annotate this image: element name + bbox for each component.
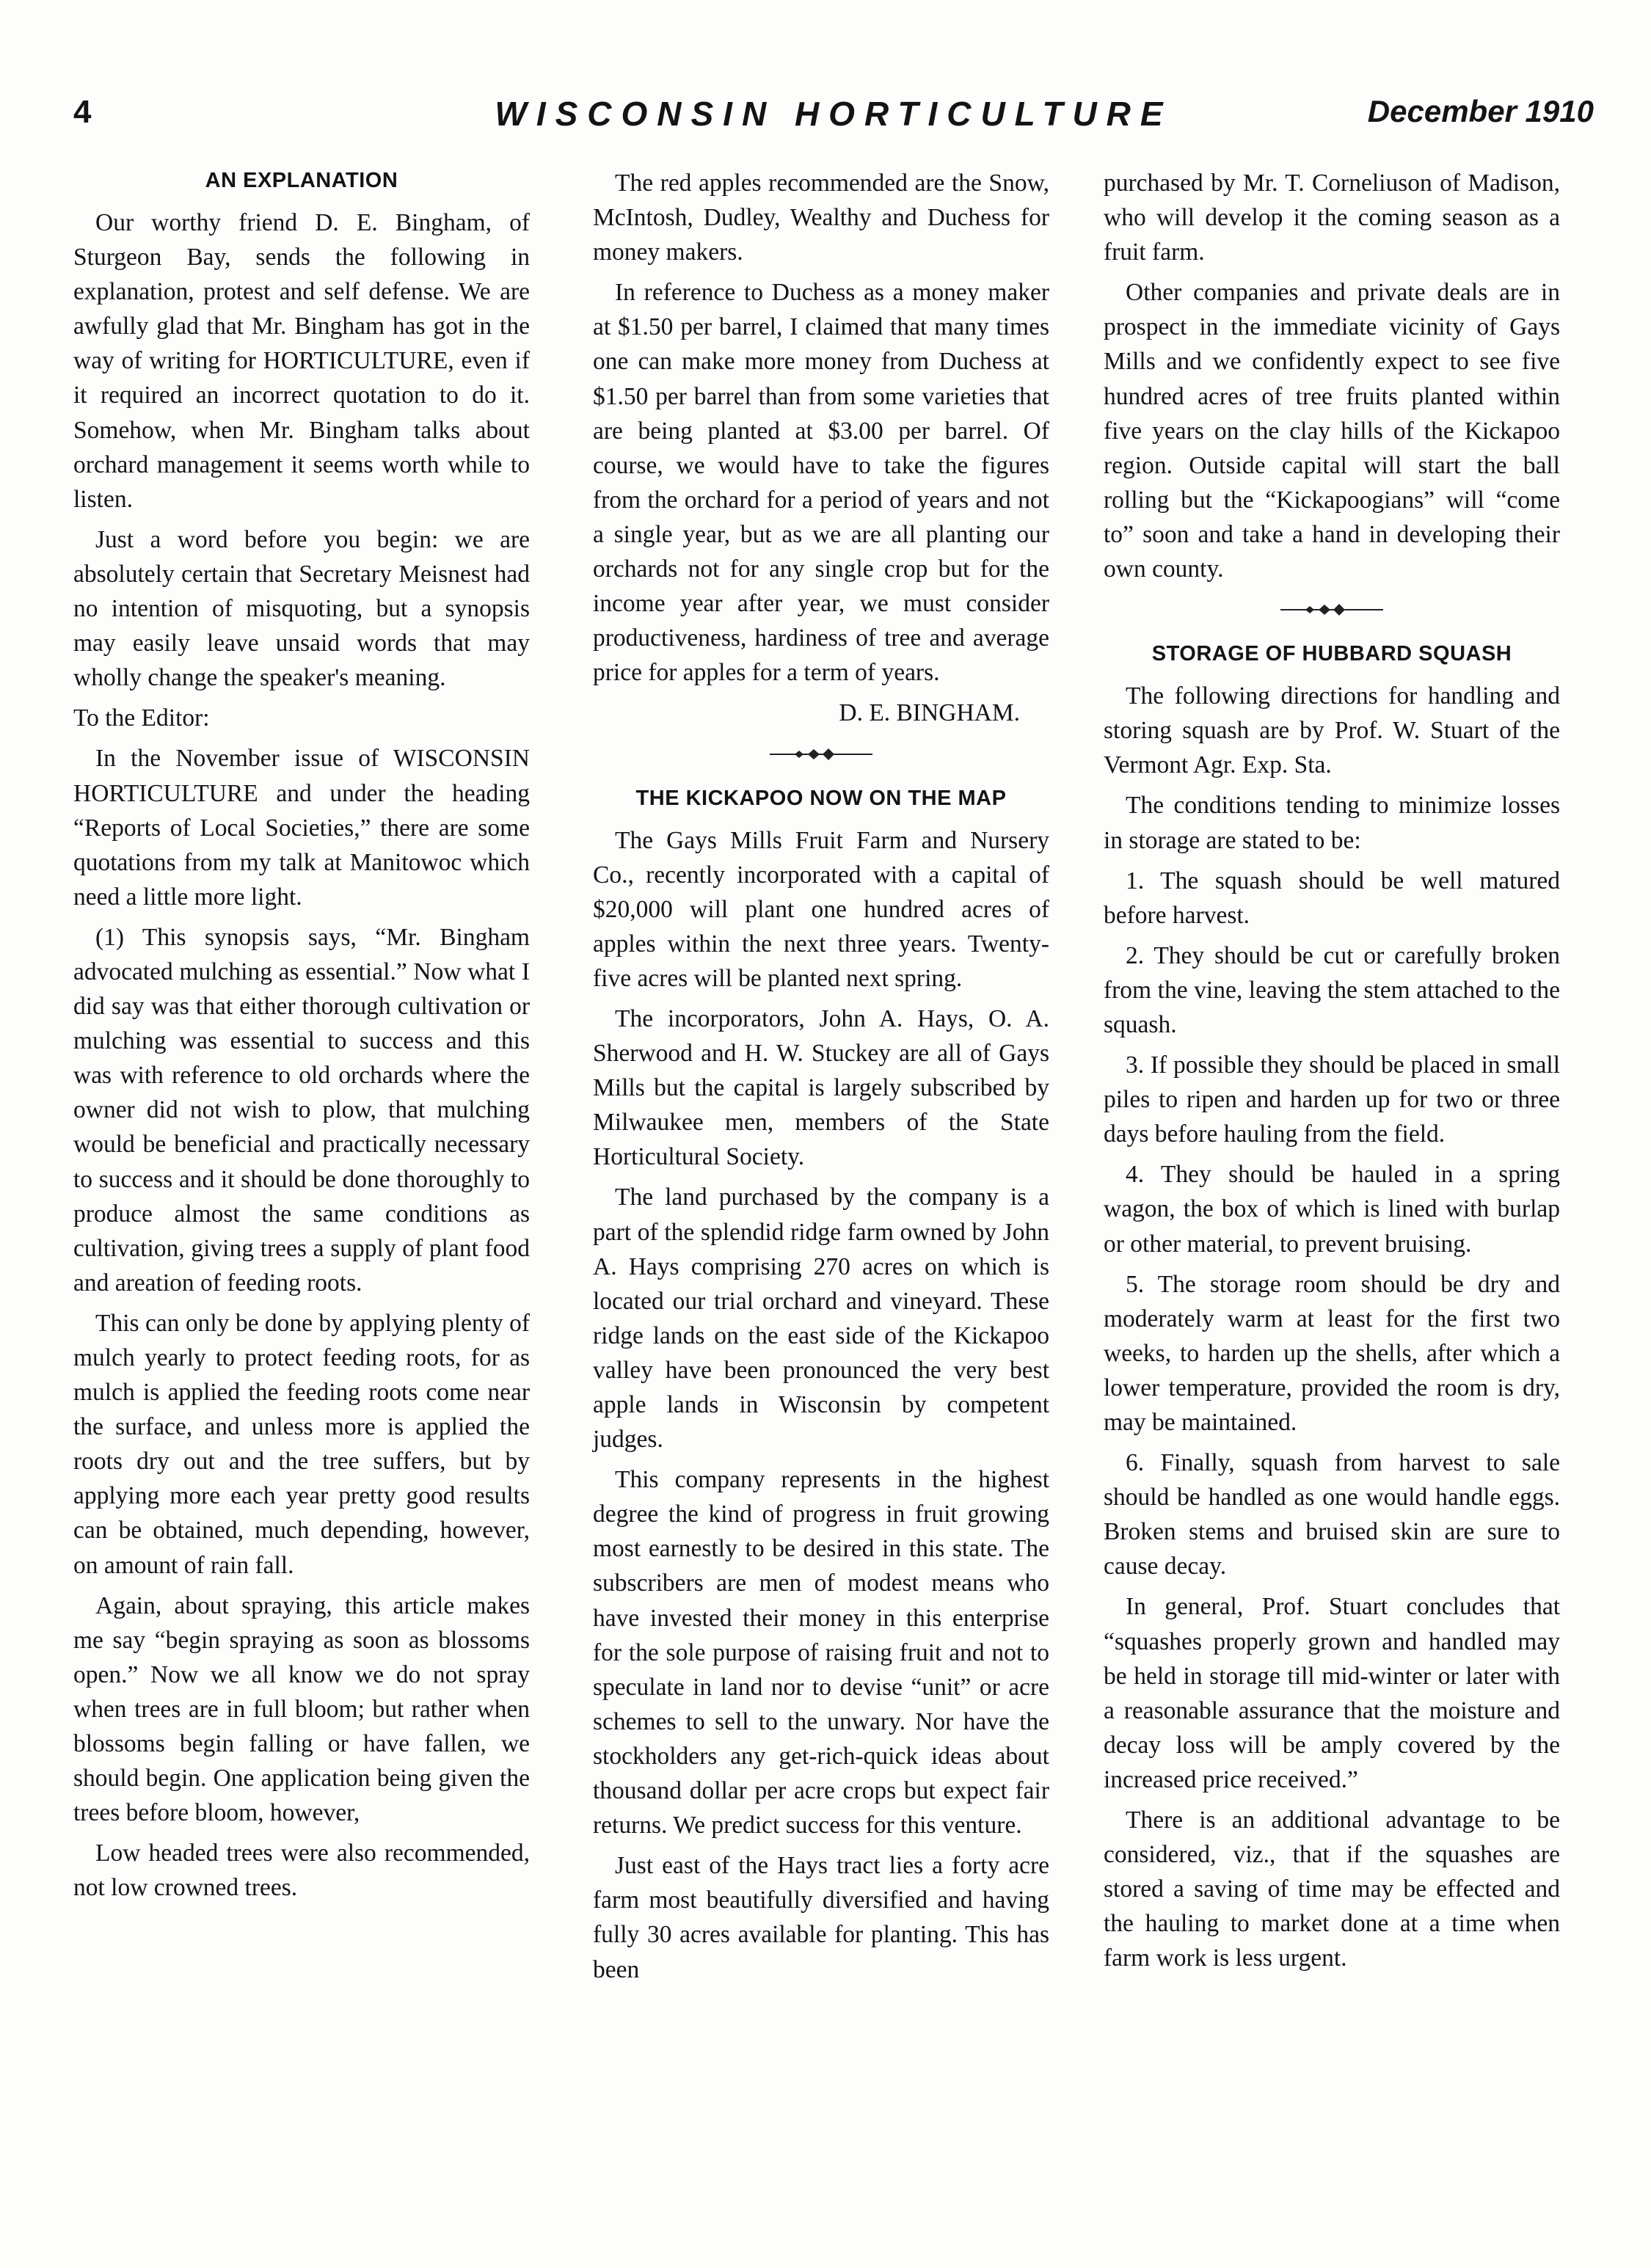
- article-heading-explanation: AN EXPLANATION: [205, 169, 398, 192]
- paragraph: Again, about spraying, this article makes me say “begin spraying as soon as blossoms open.” Now we all know we do not spray when trees are in full bloom; but rather when blossoms begin falling or have fallen, we should begin. One application being given the trees before bloom, however,: [73, 1591, 530, 1827]
- article-heading-kickapoo: THE KICKAPOO NOW ON THE MAP: [635, 786, 1007, 810]
- journal-title: WISCONSIN HORTICULTURE: [495, 95, 1173, 133]
- paragraph: The red apples recommended are the Snow, McIntosh, Dudley, Wealthy and Duchess for money makers.: [593, 169, 1049, 266]
- list-item: 6. Finally, squash from harvest to sale should be handled as one would handle eggs. Broken stems and bruised skin are sure to cause decay.: [1104, 1449, 1560, 1580]
- list-item: 5. The storage room should be dry and moderately warm at least for the first two weeks, to harden up the shells, after which a lower temperature, provided the room is dry, may be maintained.: [1104, 1270, 1560, 1436]
- author-signature: D. E. BINGHAM.: [839, 699, 1020, 727]
- paragraph: In reference to Duchess as a money maker at $1.50 per barrel, I claimed that many times one can make more money from Duchess at $1.50 per barrel than from some varieties that are being planted at $3.00 per barrel. Of course, we would have to take the figures from the orchard for a period of years and not a single year, but as we are all planting our orchards not for any single crop but for the income year after year, we must consider productiveness, hardiness of tree and average price for apples for a term of years.: [593, 279, 1049, 687]
- paragraph: This can only be done by applying plenty of mulch yearly to protect feeding roots, for as mulch is applied the feeding roots come near the surface, and unless more is applied the roots dry out and the tree suffers, but by applying more each year pretty good results can be obtained, much depending, however, on amount of rain fall.: [73, 1309, 530, 1579]
- column-2: [593, 166, 1049, 1993]
- salutation: To the Editor:: [73, 704, 210, 732]
- page-number: 4: [73, 94, 92, 130]
- paragraph: Just east of the Hays tract lies a forty acre farm most beautifully diversified and having fully 30 acres available for planting. This has been: [593, 1852, 1049, 1983]
- paragraph: This company represents in the highest degree the kind of progress in fruit growing most earnestly to be desired in this state. The subscribers are men of modest means who have invested their money in this enterprise for the sole purpose of raising fruit and not to speculate in land nor to devise “unit” or acre schemes to sell to the unwary. Nor have the stockholders any get-rich-quick ideas about thousand dollar per acre crops but expect fair returns. We predict success for this venture.: [593, 1466, 1049, 1839]
- paragraph: Other companies and private deals are in prospect in the immediate vicinity of Gays Mills and we confidently expect to see five hundred acres of tree fruits planted within five years on the clay hills of the Kickapoo region. Outside capital will start the ball rolling but the “Kickapoogians” will “come to” soon and take a hand in developing their own county.: [1104, 279, 1560, 583]
- paragraph: Low headed trees were also recommended, not low crowned trees.: [73, 1839, 530, 1902]
- article-heading-squash: STORAGE OF HUBBARD SQUASH: [1151, 642, 1512, 666]
- list-item: 4. They should be hauled in a spring wagon, the box of which is lined with burlap or other material, to prevent bruising.: [1104, 1161, 1560, 1258]
- paragraph: The incorporators, John A. Hays, O. A. Sherwood and H. W. Stuckey are all of Gays Mills but the capital is largely subscribed by Milwaukee men, members of the State Horticultural Society.: [593, 1004, 1049, 1171]
- list-item: 1. The squash should be well matured before harvest.: [1104, 867, 1560, 929]
- paragraph: The conditions tending to minimize losses in storage are stated to be:: [1104, 792, 1560, 854]
- paragraph: Our worthy friend D. E. Bingham, of Sturgeon Bay, sends the following in explanation, protest and self defense. We are awfully glad that Mr. Bingham has got in the way of writing for HORTICULTURE, even if it required an incorrect quotation to do it. Somehow, when Mr. Bingham talks about orchard management it seems worth while to listen.: [73, 209, 530, 513]
- section-divider-ornament: [1104, 595, 1560, 624]
- section-divider-ornament: [593, 740, 1049, 769]
- column-1: [73, 166, 530, 1911]
- paragraph: The Gays Mills Fruit Farm and Nursery Co., recently incorporated with a capital of $20,000 will plant one hundred acres of apples within the next three years. Twenty-five acres will be planted next spring.: [593, 826, 1049, 992]
- paragraph: The land purchased by the company is a part of the splendid ridge farm owned by John A. Hays comprising 270 acres on which is located our trial orchard and vineyard. These ridge lands on the east side of the Kickapoo valley have been pronounced the very best apple lands in Wisconsin by competent judges.: [593, 1184, 1049, 1454]
- page-header: [73, 94, 1594, 145]
- column-3: [1104, 166, 1560, 1982]
- paragraph: purchased by Mr. T. Corneliuson of Madison, who will develop it the coming season as a fruit farm.: [1104, 169, 1560, 266]
- issue-date: December 1910: [1367, 94, 1594, 128]
- list-item: 3. If possible they should be placed in small piles to ripen and harden up for two or three days before hauling from the field.: [1104, 1051, 1560, 1148]
- list-item: 2. They should be cut or carefully broken from the vine, leaving the stem attached to the squash.: [1104, 941, 1560, 1038]
- paragraph: In general, Prof. Stuart concludes that “squashes properly grown and handled may be held in storage till mid-winter or later with a reasonable assurance that the moisture and decay loss will be amply covered by the increased price received.”: [1104, 1593, 1560, 1793]
- paragraph: There is an additional advantage to be considered, viz., that if the squashes are stored a saving of time may be effected and the hauling to market done at a time when farm work is less urgent.: [1104, 1806, 1560, 1972]
- paragraph: Just a word before you begin: we are absolutely certain that Secretary Meisnest had no intention of misquoting, but a synopsis may easily leave unsaid words that may wholly change the speaker's meaning.: [73, 525, 530, 692]
- paragraph: The following directions for handling and storing squash are by Prof. W. Stuart of the Vermont Agr. Exp. Sta.: [1104, 682, 1560, 779]
- paragraph: (1) This synopsis says, “Mr. Bingham advocated mulching as essential.” Now what I did say was that either thorough cultivation or mulching was essential to success and this was with reference to old orchards where the owner did not wish to plow, that mulching would be beneficial and practically necessary to success and it should be done thoroughly to produce almost the same conditions as cultivation, giving trees a supply of plant food and areation of feeding roots.: [73, 923, 530, 1297]
- paragraph: In the November issue of WISCONSIN HORTICULTURE and under the heading “Reports of Local Societies,” there are some quotations from my talk at Manitowoc which need a little more light.: [73, 745, 530, 911]
